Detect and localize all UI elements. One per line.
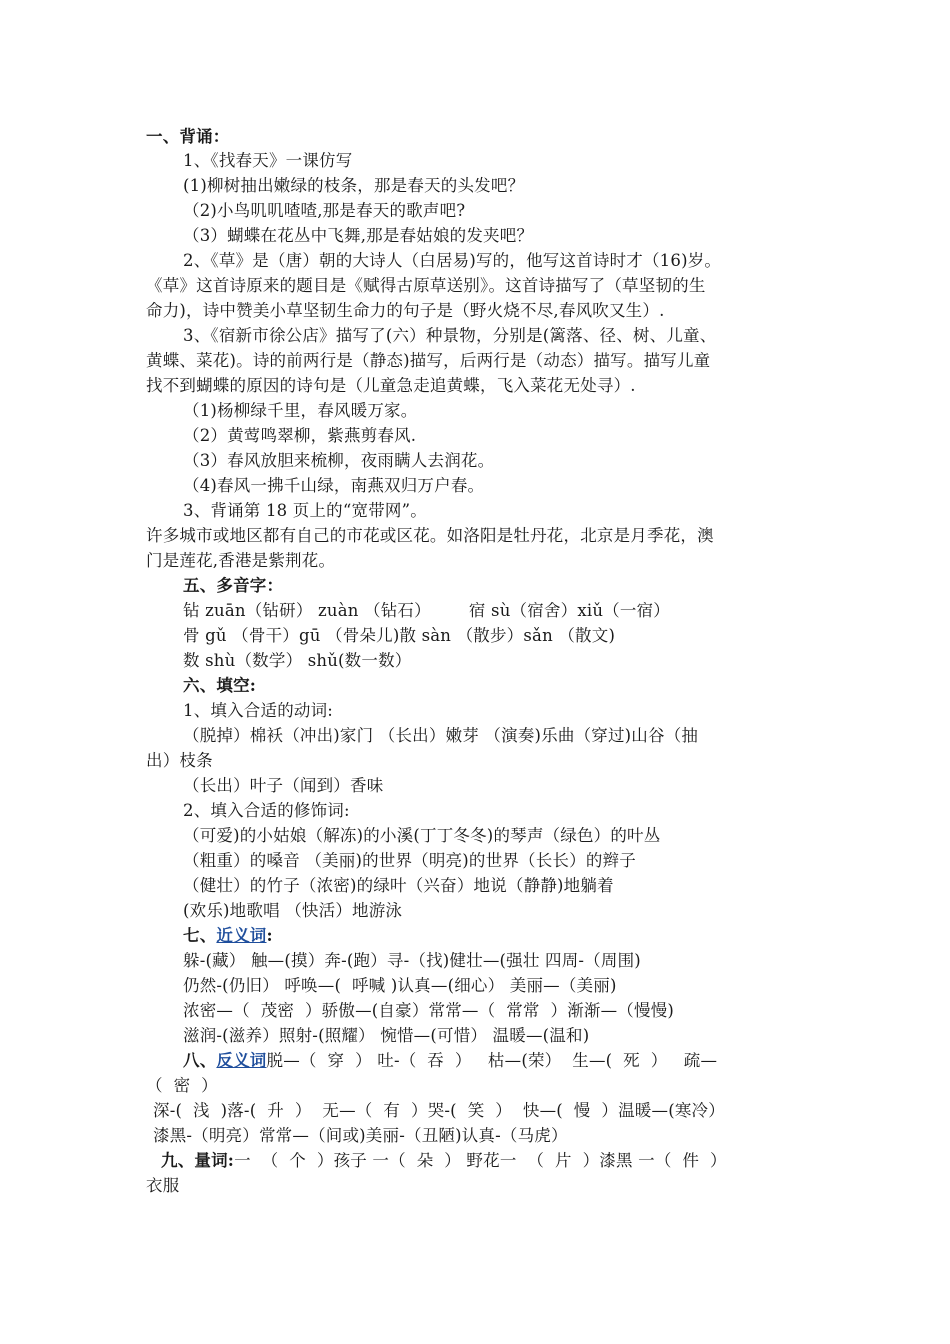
section-number: 七、 — [183, 926, 217, 945]
text-line: （3）春风放胆来梳柳，夜雨瞒人去润花。 — [183, 451, 495, 470]
text-line: 漆黑-（明亮）常常—（间或)美丽-（丑陋)认真-（马虎） — [153, 1126, 568, 1145]
text-line: 滋润-(滋养）照射-(照耀） 惋惜—(可惜） 温暖—(温和) — [183, 1026, 590, 1045]
text-line: (欢乐)地歌唱 （快活）地游泳 — [183, 901, 403, 920]
text-line: (1)柳树抽出嫩绿的枝条，那是春天的头发吧？ — [183, 176, 525, 195]
text-line: 一 （ 个 ）孩子 一（ 朵 ） 野花一 （ 片 ）漆黑 一（ 件 ） — [234, 1151, 727, 1170]
text-line: 1、填入合适的动词: — [183, 701, 334, 720]
text-line: （2)小鸟叽叽喳喳,那是春天的歌声吧? — [183, 201, 466, 220]
text-line: 许多城市或地区都有自己的市花或区花。如洛阳是牡丹花，北京是月季花，澳 — [146, 526, 714, 545]
text-line: 脱—（ 穿 ） 吐-（ 吞 ） 枯—(荣） 生—( 死 ） 疏— — [266, 1051, 718, 1070]
text-line: （1)杨柳绿千里，春风暖万家。 — [183, 401, 418, 420]
text-line: 门是莲花,香港是紫荆花。 — [146, 551, 336, 570]
text-line: 3、《宿新市徐公店》描写了(六）种景物，分别是(篱落、径、树、儿童、 — [183, 326, 717, 345]
text-line: 1、《找春天》一课仿写 — [183, 151, 353, 170]
section-title-polyphones: 五、多音字： — [183, 576, 284, 595]
text-line: （3）蝴蝶在花丛中飞舞,那是春姑娘的发夹吧？ — [183, 226, 534, 245]
section-title-measure-words — [161, 1150, 727, 1172]
text-line: 躲-(藏） 触—(摸）奔-(跑）寻-（找)健壮—(强壮 四周-（周围) — [183, 951, 641, 970]
text-line: 仍然-(仍旧） 呼唤—( 呼喊 )认真—(细心） 美丽—（美丽) — [183, 976, 617, 995]
text-line: （健壮）的竹子（浓密)的绿叶（兴奋）地说（静静)地躺着 — [183, 876, 614, 895]
section-number: 八、 — [183, 1051, 217, 1070]
text-line: 骨 gǔ （骨干）gū （骨朵儿)散 sàn （散步）sǎn （散文) — [183, 626, 616, 645]
section-title-synonyms — [183, 925, 273, 947]
colon: : — [266, 926, 273, 945]
text-line: 找不到蝴蝶的原因的诗句是（儿童急走追黄蝶，飞入菜花无处寻）. — [146, 376, 636, 395]
text-line: 命力)，诗中赞美小草坚韧生命力的句子是（野火烧不尽,春风吹又生）. — [146, 301, 665, 320]
section-title-recite: 一、背诵： — [146, 127, 230, 146]
section-title-antonyms — [183, 1050, 717, 1072]
text-line: 浓密—（ 茂密 ）骄傲—(自豪）常常—（ 常常 ）渐渐—（慢慢) — [183, 1001, 675, 1020]
text-line: 2、填入合适的修饰词: — [183, 801, 350, 820]
text-line: 数 shù（数学） shǔ(数一数） — [183, 651, 412, 670]
text-line: （脱掉）棉袄（冲出)家门 （长出）嫩芽 （演奏)乐曲（穿过)山谷（抽 — [183, 726, 699, 745]
text-line: 3、背诵第 18 页上的“宽带网”。 — [183, 501, 427, 520]
text-line: 出）枝条 — [146, 751, 213, 770]
section-heading: 九、量词: — [161, 1151, 235, 1170]
text-line: 深-( 浅 )落-( 升 ） 无—（ 有 ）哭-( 笑 ） 快—( 慢 ）温暖—(寒冷） — [153, 1101, 725, 1120]
text-line: （4)春风一拂千山绿，南燕双归万户春。 — [183, 476, 485, 495]
text-line: 《草》这首诗原来的题目是《赋得古原草送别》。这首诗描写了（草坚韧的生 — [146, 276, 706, 295]
synonyms-link[interactable]: 近义词 — [216, 926, 267, 945]
text-line: 钻 zuān（钻研） zuàn （钻石） 宿 sù（宿舍）xiǔ（一宿） — [183, 601, 670, 620]
text-line: 衣服 — [146, 1176, 180, 1195]
text-line: 黄蝶、菜花)。诗的前两行是（静态)描写，后两行是（动态）描写。描写儿童 — [146, 351, 711, 370]
text-line: （2）黄莺鸣翠柳，紫燕剪春风. — [183, 426, 417, 445]
antonyms-link[interactable]: 反义词 — [216, 1051, 267, 1070]
section-title-fill-blank: 六、填空: — [183, 676, 257, 695]
text-line: （ 密 ） — [146, 1076, 218, 1095]
text-line: （粗重）的嗓音 （美丽)的世界（明亮)的世界（长长）的辫子 — [183, 851, 636, 870]
text-line: （长出）叶子（闻到）香味 — [183, 776, 384, 795]
text-line: （可爱)的小姑娘（解冻)的小溪(丁丁冬冬)的琴声（绿色）的叶丛 — [183, 826, 661, 845]
text-line: 2、《草》是（唐）朝的大诗人（白居易)写的，他写这首诗时才（16)岁。 — [183, 251, 722, 270]
